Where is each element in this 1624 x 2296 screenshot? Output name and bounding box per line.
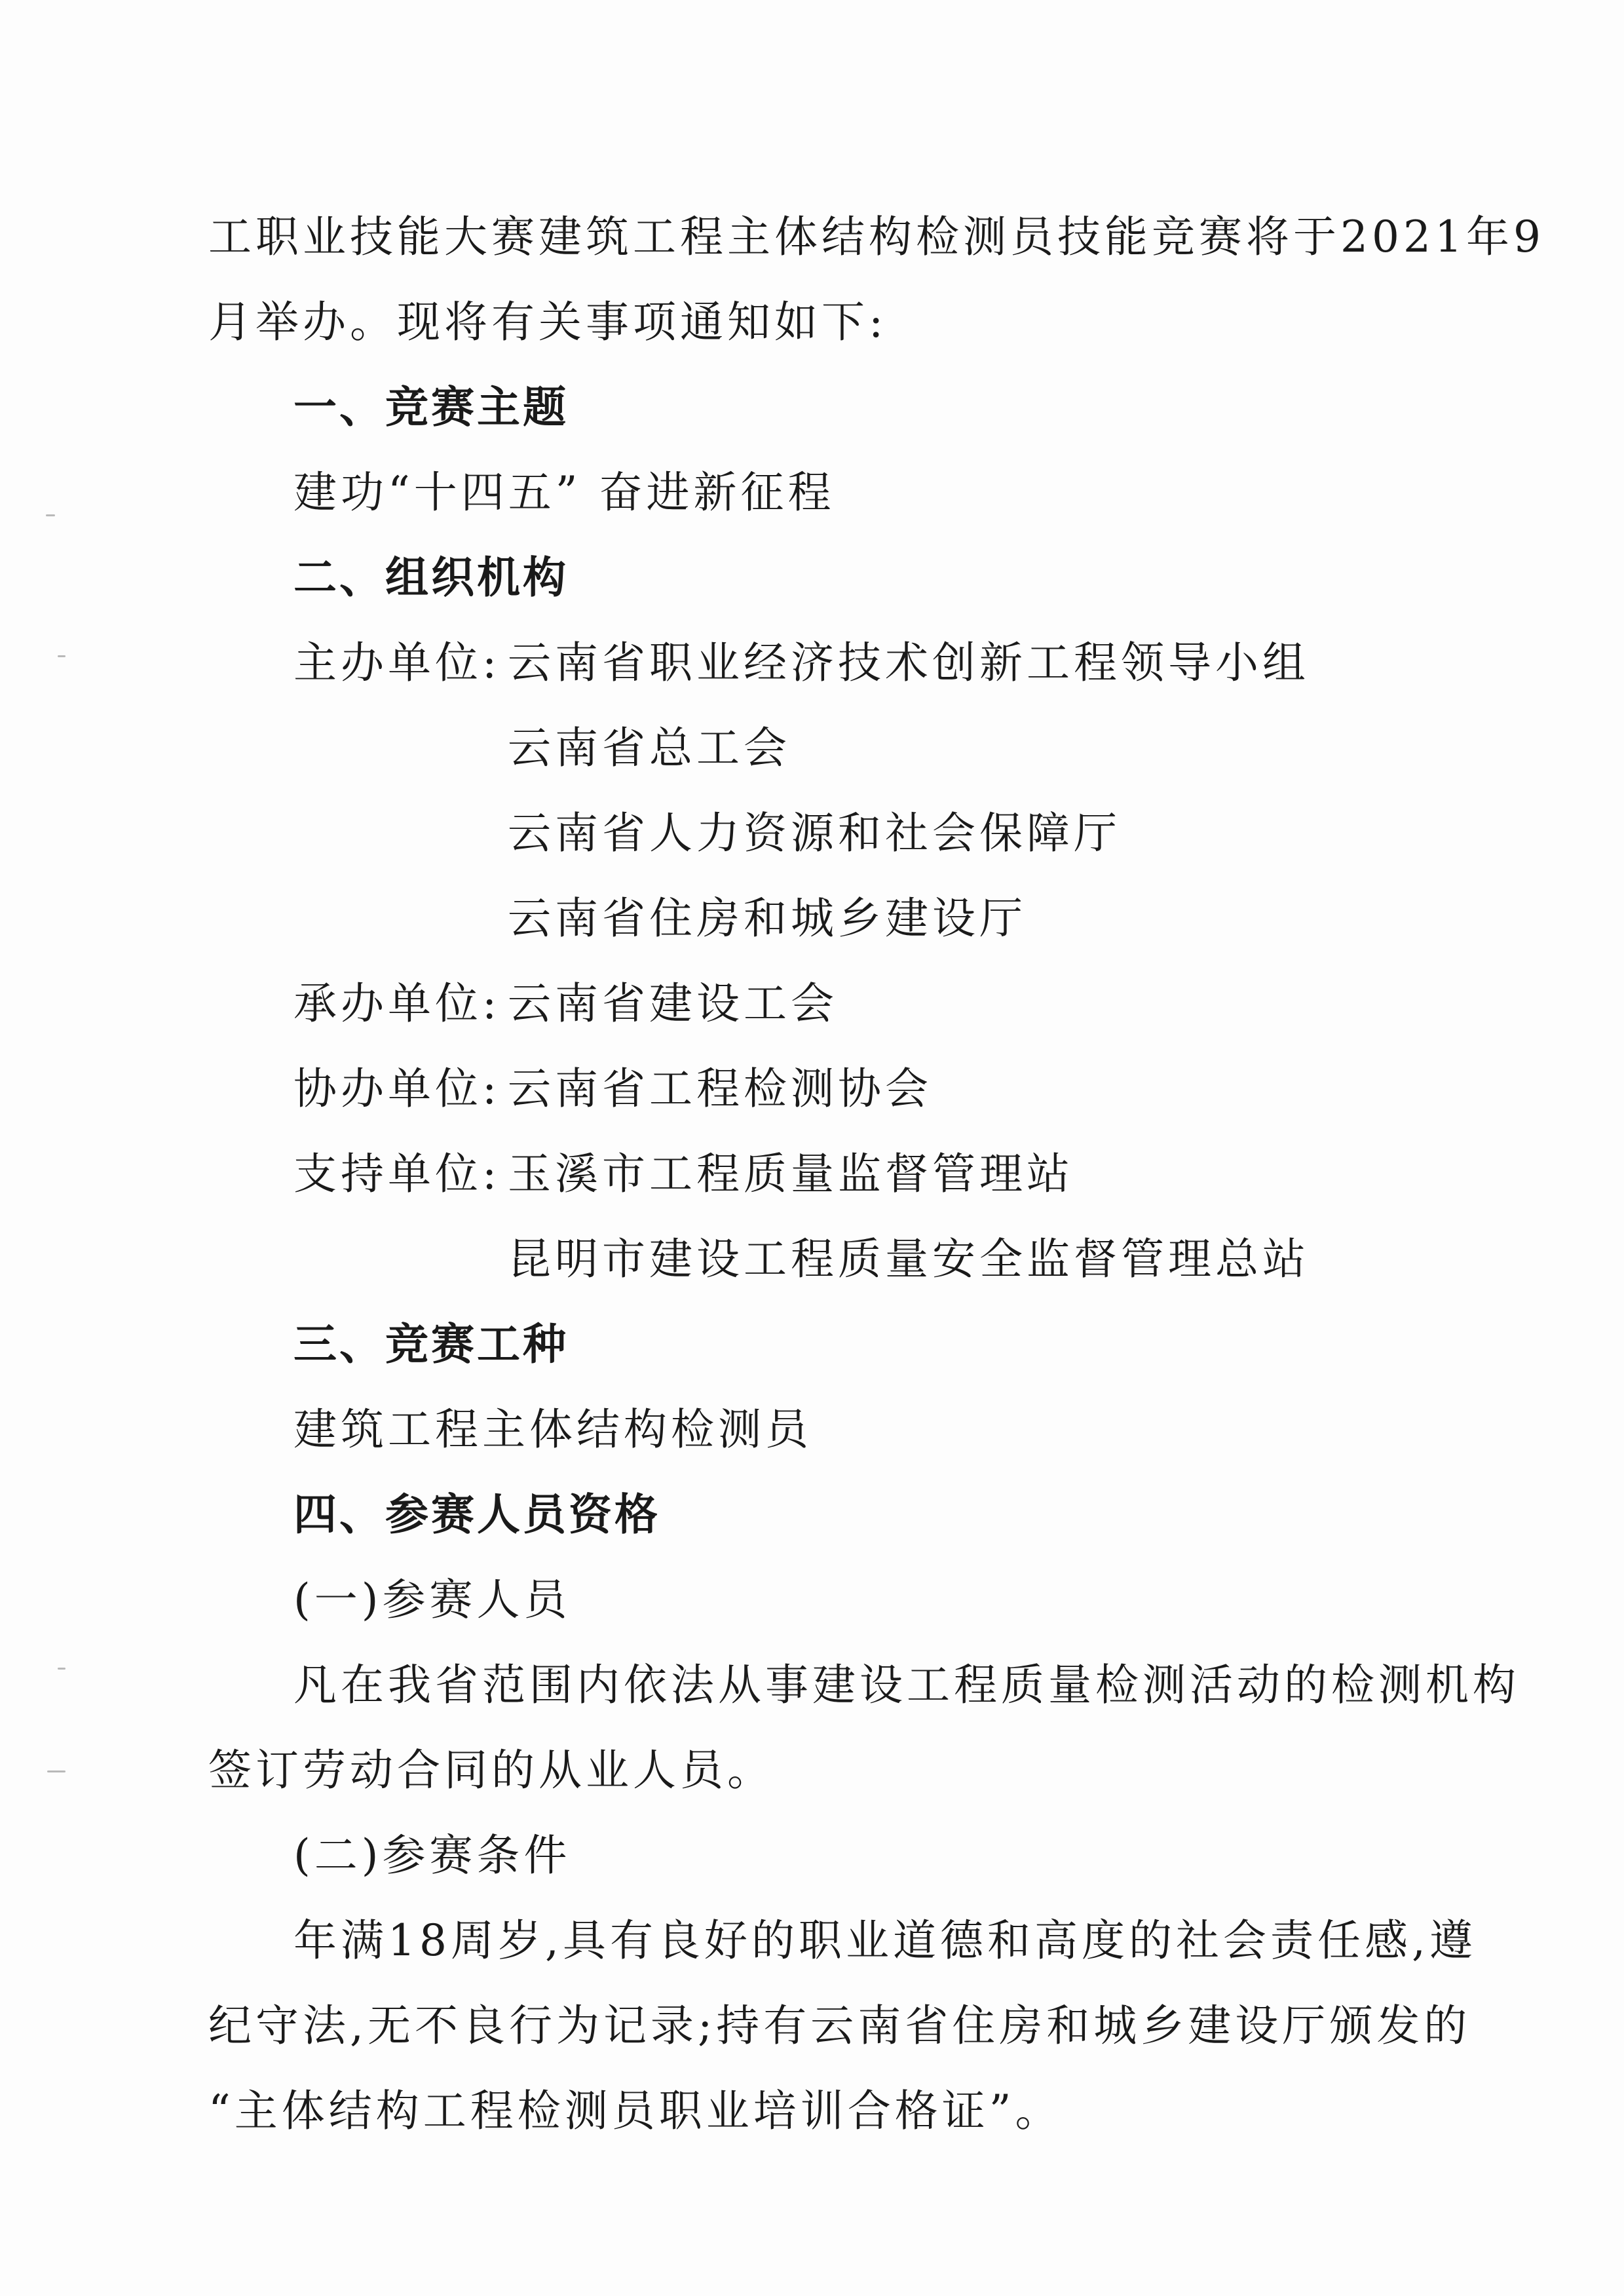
section-heading: 二、组织机构	[293, 552, 569, 603]
support-label: 支持单位:	[293, 1149, 501, 1199]
organizer-label: 承办单位:	[293, 978, 501, 1029]
support-unit: 玉溪市工程质量监督管理站	[508, 1149, 1074, 1199]
scan-mark	[58, 1668, 66, 1670]
host-label: 主办单位:	[293, 638, 501, 688]
host-unit: 云南省住房和城乡建设厅	[508, 893, 1027, 944]
section-heading: 一、竞赛主题	[293, 382, 569, 432]
paragraph-line: 纪守法,无不良行为记录;持有云南省住房和城乡建设厅颁发的	[208, 2000, 1471, 2051]
scan-mark	[46, 514, 55, 516]
paragraph-line: 月举办。现将有关事项通知如下:	[208, 297, 888, 347]
scan-mark	[47, 1770, 66, 1772]
co-organizer-unit: 云南省工程检测协会	[508, 1063, 932, 1114]
section-heading: 三、竞赛工种	[293, 1319, 569, 1369]
paragraph-line: “主体结构工程检测员职业培训合格证”。	[208, 2086, 1063, 2136]
paragraph-line: 凡在我省范围内依法从事建设工程质量检测活动的检测机构	[293, 1660, 1520, 1710]
paragraph-line: 工职业技能大赛建筑工程主体结构检测员技能竞赛将于2021年9	[208, 212, 1545, 262]
paragraph-line: 签订劳动合同的从业人员。	[208, 1745, 774, 1795]
subsection-heading: (一)参赛人员	[293, 1575, 571, 1625]
host-unit: 云南省职业经济技术创新工程领导小组	[508, 638, 1310, 688]
host-unit: 云南省人力资源和社会保障厅	[508, 808, 1121, 858]
organizer-unit: 云南省建设工会	[508, 978, 838, 1029]
paragraph-line: 年满18周岁,具有良好的职业道德和高度的社会责任感,遵	[293, 1915, 1477, 1966]
paragraph-line: 建筑工程主体结构检测员	[293, 1404, 812, 1455]
co-organizer-label: 协办单位:	[293, 1063, 501, 1114]
subsection-heading: (二)参赛条件	[293, 1830, 571, 1881]
host-unit: 云南省总工会	[508, 723, 791, 773]
section-heading: 四、参赛人员资格	[293, 1489, 660, 1540]
support-unit: 昆明市建设工程质量安全监督管理总站	[508, 1234, 1310, 1284]
paragraph-line: 建功“十四五” 奋进新征程	[293, 467, 835, 518]
scan-mark	[58, 655, 66, 657]
